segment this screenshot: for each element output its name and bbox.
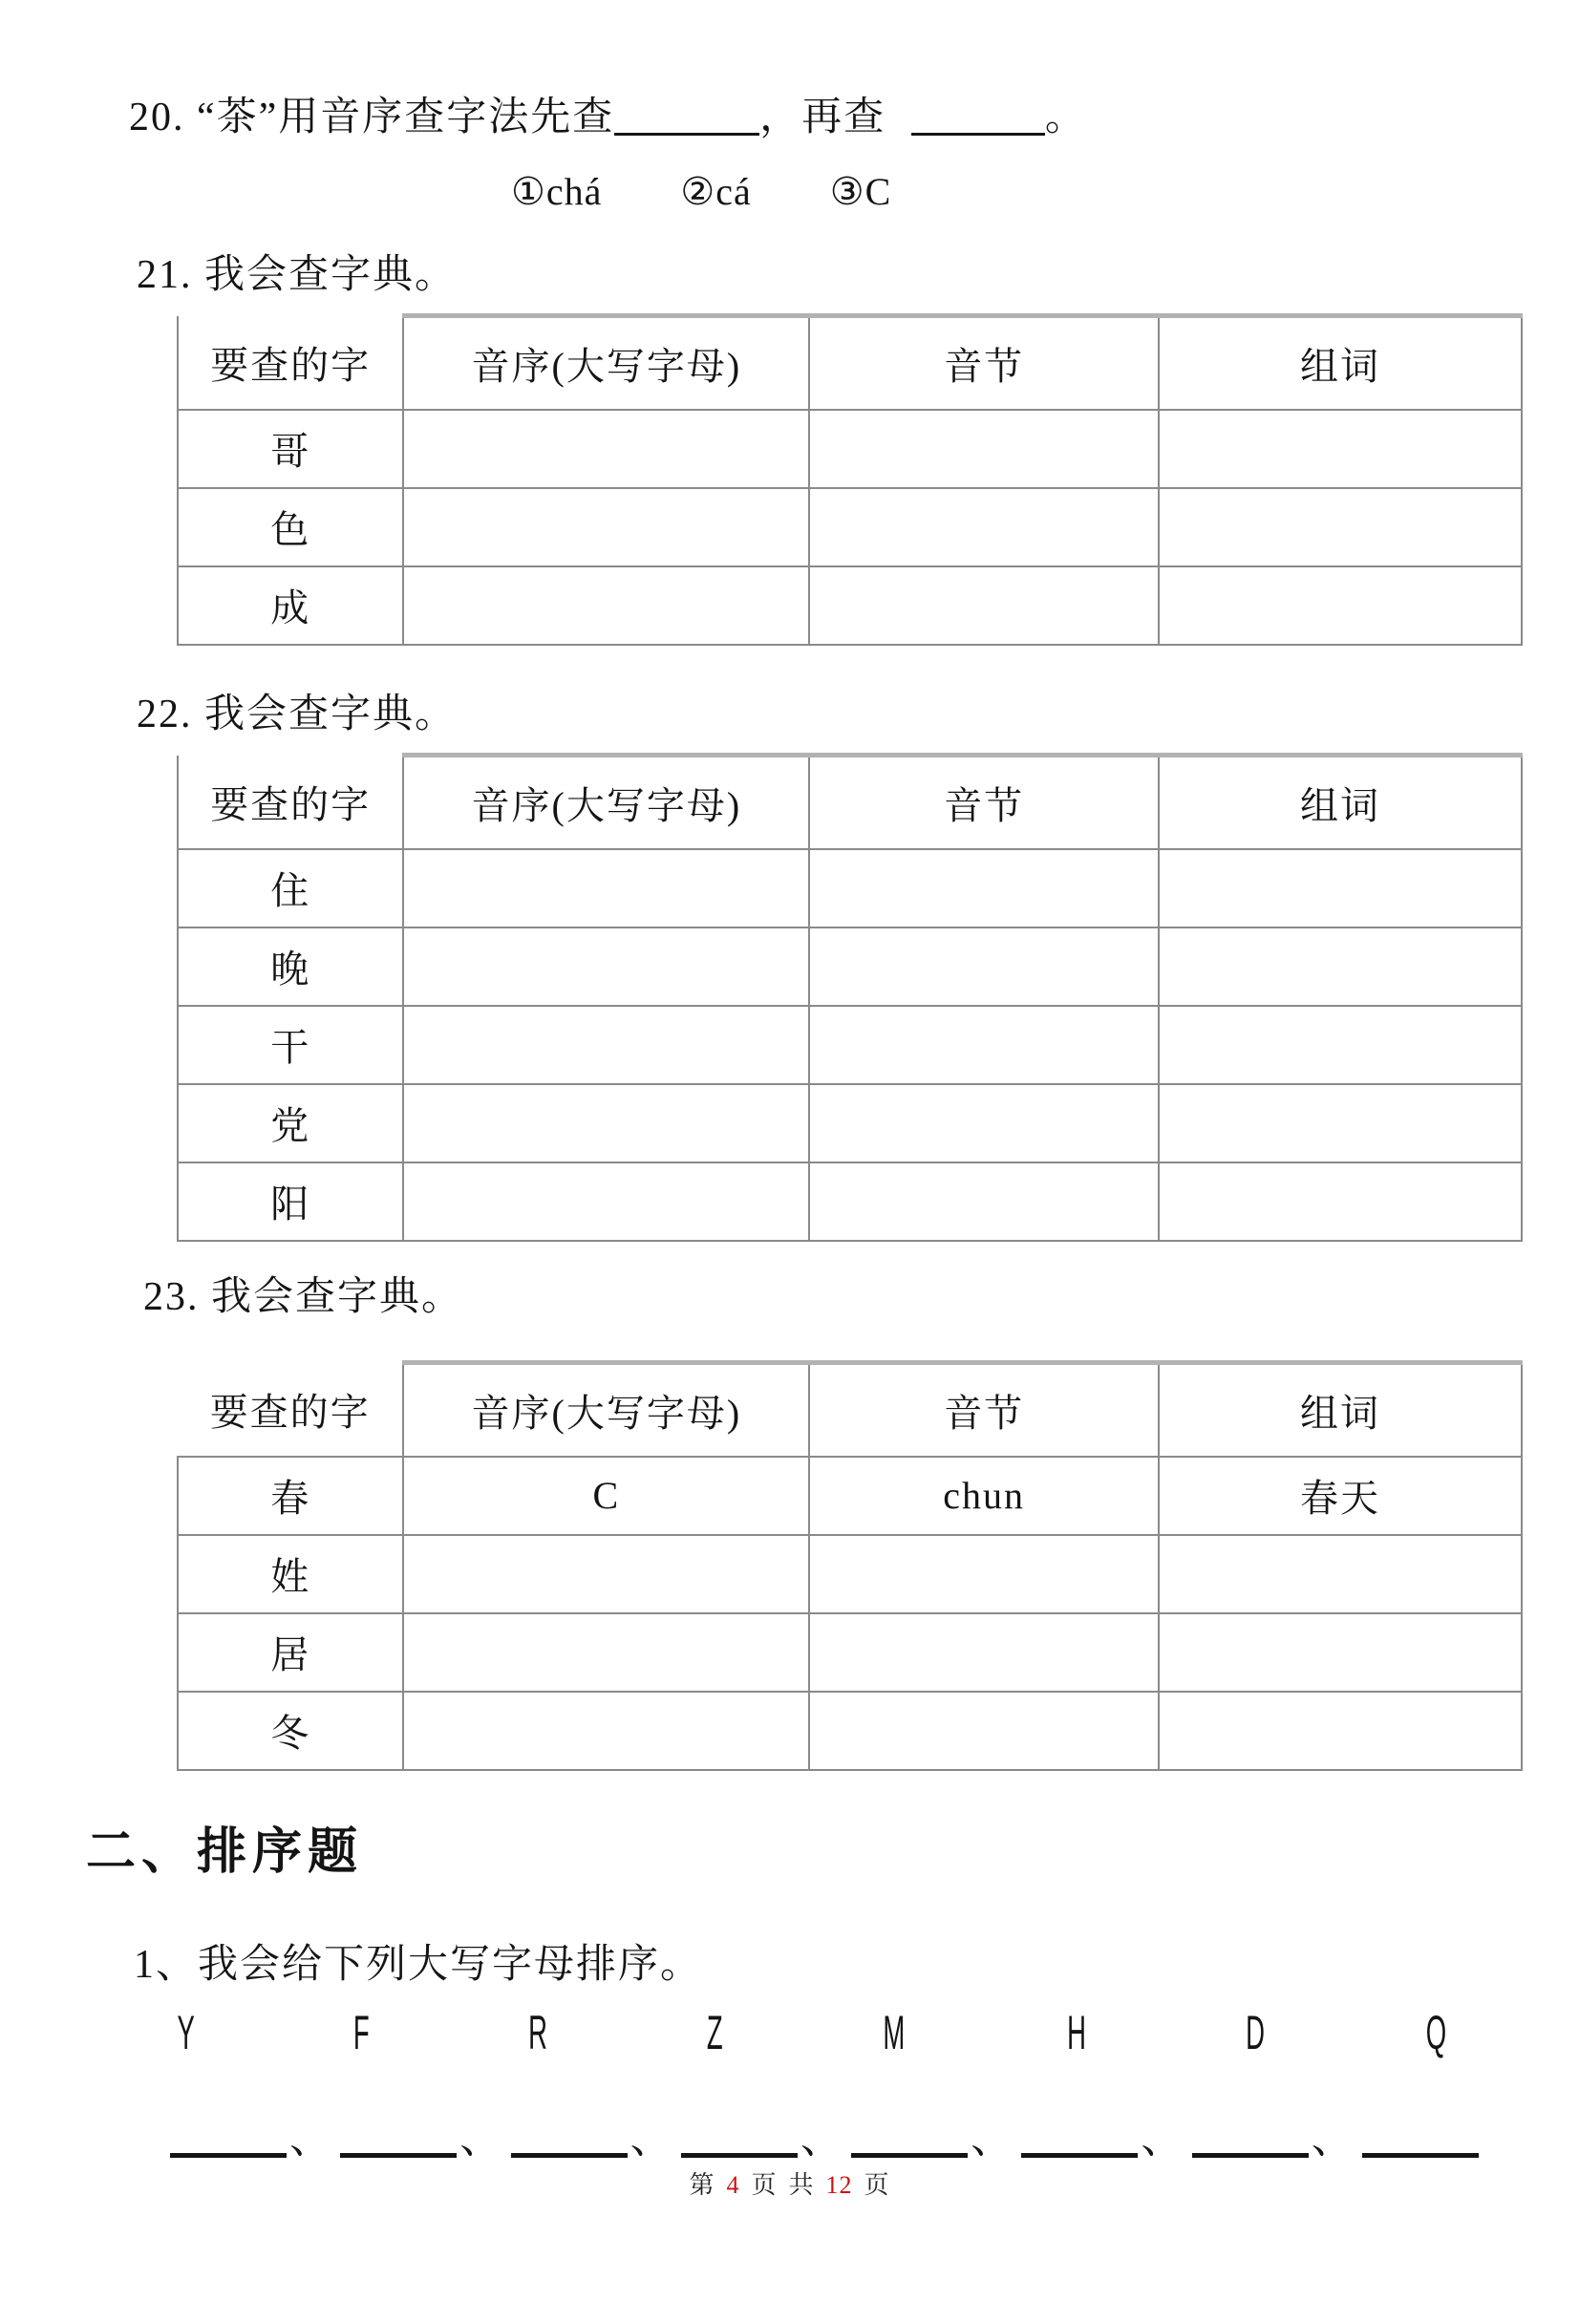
empty-cell <box>403 1084 809 1162</box>
empty-cell <box>1159 927 1522 1006</box>
blank-unit <box>851 2114 1014 2162</box>
table-row <box>178 1535 1522 1613</box>
empty-cell <box>809 1613 1159 1692</box>
answer-blank <box>1192 2146 1309 2158</box>
letter: Q <box>1425 2005 1447 2059</box>
letter: Z <box>706 2005 723 2059</box>
empty-cell <box>809 849 1159 927</box>
empty-cell <box>403 927 809 1006</box>
footer-text: 页 <box>751 2170 778 2199</box>
header-char: 要查的字 <box>178 1363 403 1457</box>
char-cell: 晚 <box>178 927 403 1006</box>
option-2: ②cá <box>680 169 752 213</box>
blank-separator: 、 <box>459 2114 502 2162</box>
question-21-title: 21. 我会查字典。 <box>137 252 458 297</box>
header-initial: 音序(大写字母) <box>403 1363 809 1457</box>
empty-cell <box>403 849 809 927</box>
footer-text: 页 <box>864 2170 890 2199</box>
blank-separator: 、 <box>1311 2114 1354 2162</box>
blank-unit <box>1192 2114 1354 2162</box>
question-20-options <box>511 169 1579 214</box>
table-row <box>178 927 1522 1006</box>
footer-total-pages: 12 <box>825 2170 853 2199</box>
table-header-row <box>178 1363 1522 1457</box>
table-row <box>178 849 1522 927</box>
question-20-number: 20. <box>129 96 185 139</box>
header-word: 组词 <box>1159 316 1522 410</box>
empty-cell <box>1159 488 1522 566</box>
header-initial: 音序(大写字母) <box>403 756 809 849</box>
empty-cell <box>403 488 809 566</box>
letter: F <box>352 2005 370 2059</box>
letter: M <box>883 2005 906 2059</box>
letter: D <box>1246 2005 1266 2059</box>
sort-answer-blanks <box>170 2114 1479 2162</box>
page-footer <box>0 2165 1579 2201</box>
empty-cell <box>403 1006 809 1084</box>
blank-separator: 、 <box>629 2114 672 2162</box>
answer-blank <box>170 2146 287 2158</box>
answer-cell: chun <box>809 1457 1159 1535</box>
question-22-title: 22. 我会查字典。 <box>137 692 458 736</box>
char-cell: 姓 <box>178 1535 403 1613</box>
header-char: 要查的字 <box>178 756 403 849</box>
empty-cell <box>809 488 1159 566</box>
table-row <box>178 1084 1522 1162</box>
char-cell: 哥 <box>178 410 403 488</box>
char-cell: 干 <box>178 1006 403 1084</box>
empty-cell <box>1159 1162 1522 1241</box>
empty-cell <box>809 1692 1159 1770</box>
table-row <box>178 1692 1522 1770</box>
header-word: 组词 <box>1159 1363 1522 1457</box>
q23-dictionary-table <box>177 1360 1523 1771</box>
blank-unit <box>1362 2146 1479 2158</box>
char-cell: 阳 <box>178 1162 403 1241</box>
empty-cell <box>403 1535 809 1613</box>
empty-cell <box>1159 1535 1522 1613</box>
header-char: 要查的字 <box>178 316 403 410</box>
blank-separator: 、 <box>800 2114 843 2162</box>
empty-cell <box>1159 410 1522 488</box>
empty-cell <box>809 566 1159 645</box>
footer-text: 共 <box>788 2170 815 2199</box>
header-syllable: 音节 <box>809 756 1159 849</box>
answer-blank <box>681 2146 798 2158</box>
blank-separator: 、 <box>1141 2114 1184 2162</box>
char-cell: 居 <box>178 1613 403 1692</box>
blank-separator: 、 <box>971 2114 1014 2162</box>
footer-text: 第 <box>689 2170 715 2199</box>
empty-cell <box>1159 566 1522 645</box>
empty-cell <box>403 410 809 488</box>
empty-cell <box>809 410 1159 488</box>
char-cell: 春 <box>178 1457 403 1535</box>
header-syllable: 音节 <box>809 1363 1159 1457</box>
empty-cell <box>809 1084 1159 1162</box>
letter: H <box>1066 2005 1086 2059</box>
question-23-title: 23. 我会查字典。 <box>143 1274 464 1319</box>
table-row <box>178 1162 1522 1241</box>
empty-cell <box>403 1162 809 1241</box>
answer-blank <box>340 2146 457 2158</box>
question-20-text-mid: ，再查 <box>759 96 886 139</box>
char-cell: 冬 <box>178 1692 403 1770</box>
q21-dictionary-table <box>177 313 1523 646</box>
worksheet-page <box>0 92 1579 2201</box>
empty-cell <box>809 1006 1159 1084</box>
table-header-row <box>178 756 1522 849</box>
table-row <box>178 566 1522 645</box>
empty-cell <box>403 1692 809 1770</box>
answer-blank <box>1021 2146 1138 2158</box>
char-cell: 住 <box>178 849 403 927</box>
q22-dictionary-table <box>177 753 1523 1242</box>
footer-page-number: 4 <box>726 2170 740 2199</box>
letters-row <box>170 2005 1455 2059</box>
empty-cell <box>809 1162 1159 1241</box>
answer-cell: 春天 <box>1159 1457 1522 1535</box>
header-word: 组词 <box>1159 756 1522 849</box>
table-row <box>178 488 1522 566</box>
char-cell: 色 <box>178 488 403 566</box>
answer-blank <box>851 2146 968 2158</box>
blank-unit <box>511 2114 672 2162</box>
empty-cell <box>1159 1006 1522 1084</box>
sort-question-title: 1、我会给下列大写字母排序。 <box>134 1942 703 1987</box>
char-cell: 党 <box>178 1084 403 1162</box>
header-initial: 音序(大写字母) <box>403 316 809 410</box>
answer-blank <box>1362 2146 1479 2158</box>
question-20-text-end: 。 <box>1044 96 1087 139</box>
empty-cell <box>809 927 1159 1006</box>
question-20 <box>129 92 1579 144</box>
blank-unit <box>170 2114 331 2162</box>
empty-cell <box>403 1613 809 1692</box>
option-1: ①chá <box>511 169 603 213</box>
header-syllable: 音节 <box>809 316 1159 410</box>
empty-cell <box>809 1535 1159 1613</box>
blank-unit <box>340 2114 502 2162</box>
char-cell: 成 <box>178 566 403 645</box>
table-header-row <box>178 316 1522 410</box>
blank-unit <box>681 2114 843 2162</box>
answer-cell: C <box>403 1457 809 1535</box>
blank-separator: 、 <box>289 2114 331 2162</box>
table-row <box>178 410 1522 488</box>
table-row <box>178 1006 1522 1084</box>
answer-blank <box>511 2146 628 2158</box>
empty-cell <box>1159 1613 1522 1692</box>
letter: Y <box>177 2005 195 2059</box>
blank-unit <box>1021 2114 1184 2162</box>
table-row <box>178 1457 1522 1535</box>
empty-cell <box>1159 849 1522 927</box>
option-3: ③C <box>829 169 892 213</box>
answer-blank-1 <box>614 96 759 136</box>
table-row <box>178 1613 1522 1692</box>
empty-cell <box>1159 1692 1522 1770</box>
letter: R <box>528 2005 548 2059</box>
answer-blank-2 <box>911 96 1045 136</box>
question-20-text-before: “茶”用音序查字法先查 <box>197 96 615 139</box>
section-2-title: 二、排序题 <box>86 1824 364 1880</box>
empty-cell <box>1159 1084 1522 1162</box>
empty-cell <box>403 566 809 645</box>
